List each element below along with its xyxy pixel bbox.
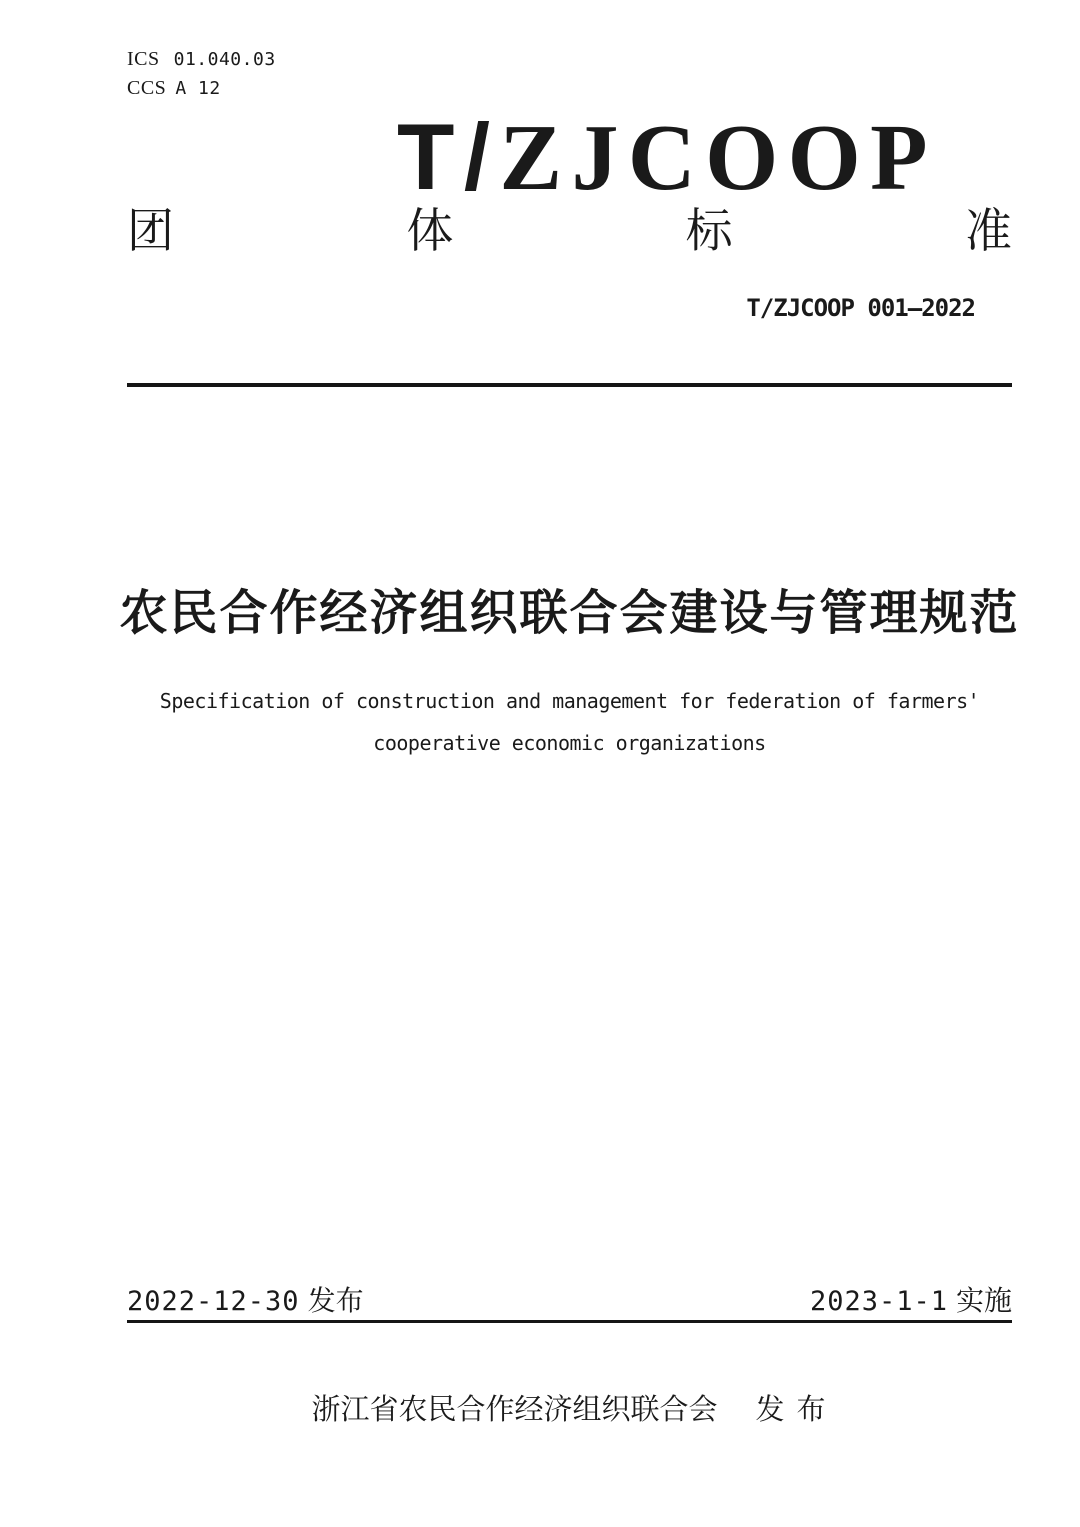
implementation-date: 2023-1-1 [809,1286,948,1317]
brand-name: ZJCOOP [499,106,937,210]
ics-code-row [127,48,276,77]
document-title-en [60,680,1079,764]
issue-date-label: 发布 [307,1285,364,1316]
issue-date-group [127,1287,364,1315]
classification-codes [127,48,276,106]
standard-category [127,204,1012,257]
ccs-value: A 12 [175,78,221,99]
ics-label: ICS [127,48,160,70]
ics-value: 01.040.03 [173,49,276,70]
category-char-1: 团 [127,204,174,257]
category-char-2: 体 [406,204,454,257]
footer-rule [127,1320,1012,1323]
dates-row [127,1287,1012,1315]
brand-prefix: T/ [397,104,500,209]
document-title-en-line1: Specification of construction and management for federation of farmers' [159,689,980,713]
category-char-4: 准 [964,204,1012,257]
standard-body-logotype [397,104,937,210]
document-title-en-line2: cooperative economic organizations [373,731,766,755]
standard-number: T/ZJCOOP 001—2022 [746,294,975,322]
header-rule [127,383,1012,387]
issue-date: 2022-12-30 [127,1286,300,1317]
category-char-3: 标 [685,204,733,257]
publish-action-label: 发 布 [755,1394,828,1426]
implementation-date-label: 实施 [955,1285,1012,1316]
publisher-name: 浙江省农民合作经济组织联合会 [311,1394,718,1426]
document-title-zh: 农民合作经济组织联合会建设与管理规范 [119,587,1020,640]
implementation-date-group [810,1287,1012,1315]
ccs-label: CCS [127,77,167,99]
ccs-code-row [127,77,276,106]
publisher-row [127,1396,1012,1425]
